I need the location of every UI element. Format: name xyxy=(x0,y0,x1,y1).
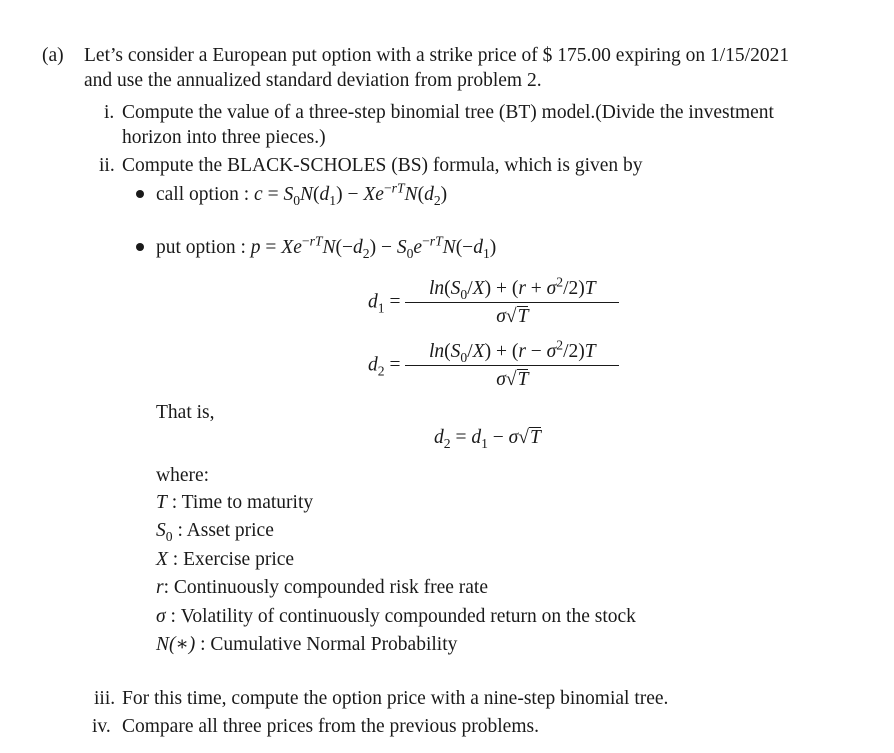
part-a-label: (a) xyxy=(42,45,64,66)
item-ii-line-1: Compute the BLACK-SCHOLES (BS) formula, which is given by xyxy=(122,155,643,176)
definition-time-to-maturity: T : Time to maturity xyxy=(156,492,314,513)
call-option-formula: call option : $c = S_0N(d_1) - Xe^{-rT}N(d_2)$ xyxy=(136,183,447,206)
where-label: where: xyxy=(156,465,210,486)
item-i-label: i. xyxy=(104,102,115,123)
put-option-label: put option : xyxy=(156,237,246,258)
item-i-line-2: horizon into three pieces.) xyxy=(122,127,326,148)
item-i-line-1: Compute the value of a three-step binomial tree (BT) model.(Divide the investment xyxy=(122,102,774,123)
item-iii-text: For this time, compute the option price with a nine-step binomial tree. xyxy=(122,688,669,709)
definition-cumulative-normal: N(∗) : Cumulative Normal Probability xyxy=(156,634,458,655)
item-iv-text: Compare all three prices from the previous problems. xyxy=(122,716,539,737)
item-ii-label: ii. xyxy=(99,155,115,176)
d1-equation: $d_1$ = $\frac{\ln(S_0/X) + (r + \sigma^2/2)T}{\sigma√T}$ xyxy=(368,277,619,329)
definition-volatility: σ : Volatility of continuously compounded return on the stock xyxy=(156,606,636,627)
item-iii-label: iii. xyxy=(94,688,116,709)
part-a-line-2: and use the annualized standard deviation from problem 2. xyxy=(84,70,542,91)
that-is-label: That is, xyxy=(156,402,215,423)
put-option-formula: put option : $p = Xe^{-rT}N(-d_2) - S_0e^{-rT}N(-d_1)$ xyxy=(136,236,496,259)
bullet-icon xyxy=(136,190,144,198)
definition-asset-price: $S_0$ : Asset price xyxy=(156,520,274,544)
d2-equation: $d_2$ = $\frac{\ln(S_0/X) + (r - \sigma^2/2)T}{\sigma√T}$ xyxy=(368,340,619,392)
call-option-label: call option : xyxy=(156,184,250,205)
definition-risk-free-rate: r: Continuously compounded risk free rate xyxy=(156,577,488,598)
definition-exercise-price: X : Exercise price xyxy=(156,549,295,570)
part-a-line-1: Let’s consider a European put option with a strike price of $ 175.00 expiring on 1/15/2021 xyxy=(84,45,790,66)
item-iv-label: iv. xyxy=(92,716,111,737)
bullet-icon xyxy=(136,243,144,251)
d2-relation: $d_2 = d_1 - \sigma√T$ xyxy=(434,427,541,451)
